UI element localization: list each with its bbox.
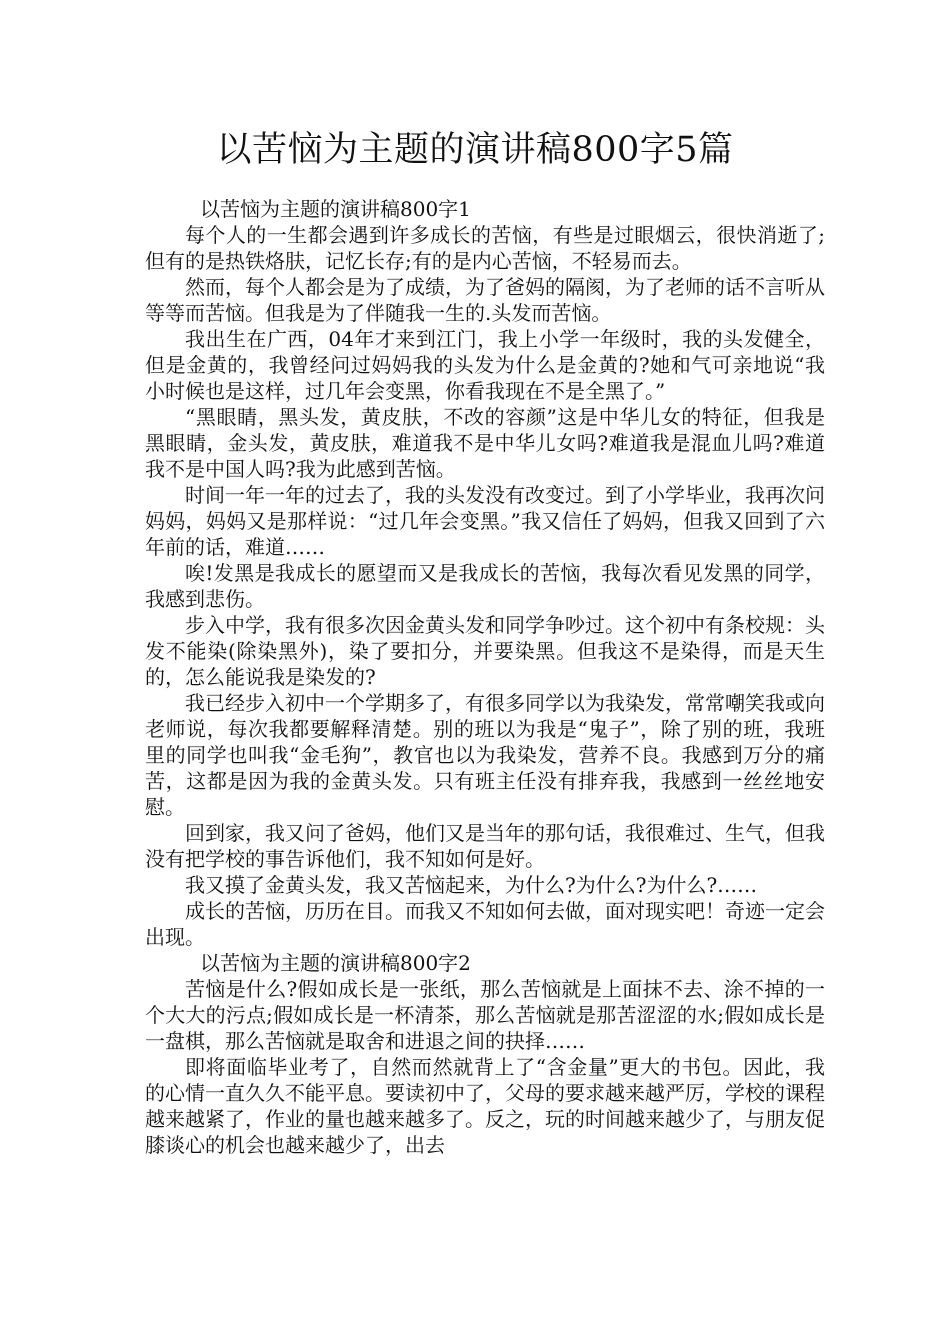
paragraph: “黑眼睛，黑头发，黄皮肤，不改的容颜”这是中华儿女的特征，但我是黑眼睛，金头发，黄皮肤，难道我不是中华儿女吗?难道我是混血儿吗?难道我不是中国人吗?我为此感到苦恼。 xyxy=(145,405,825,481)
paragraph: 苦恼是什么?假如成长是一张纸，那么苦恼就是上面抹不去、涂不掉的一个大大的污点;假如成长是一杯清茶，那么苦恼就是那苦涩涩的水;假如成长是一盘棋，那么苦恼就是取舍和进退之间的抉择…… xyxy=(145,977,825,1053)
document-title: 以苦恼为主题的演讲稿800字5篇 xyxy=(216,130,734,170)
paragraph: 然而，每个人都会是为了成绩，为了爸妈的隔阂，为了老师的话不言听从等等而苦恼。但我是为了伴随我一生的.头发而苦恼。 xyxy=(145,275,825,325)
paragraph: 我已经步入初中一个学期多了，有很多同学以为我染发，常常嘲笑我或向老师说，每次我都要解释清楚。别的班以为我是“鬼子”，除了别的班，我班里的同学也叫我“金毛狗”，教官也以为我染发，营养不良。我感到万分的痛苦，这都是因为我的金黄头发。只有班主任没有排弃我，我感到一丝丝地安慰。 xyxy=(145,691,825,819)
section-heading: 以苦恼为主题的演讲稿800字1 xyxy=(200,197,471,221)
paragraph: 唉!发黑是我成长的愿望而又是我成长的苦恼，我每次看见发黑的同学，我感到悲伤。 xyxy=(145,561,825,611)
paragraph: 回到家，我又问了爸妈，他们又是当年的那句话，我很难过、生气，但我没有把学校的事告诉他们，我不知如何是好。 xyxy=(145,821,825,871)
paragraph: 时间一年一年的过去了，我的头发没有改变过。到了小学毕业，我再次问妈妈，妈妈又是那样说：“过几年会变黑。”我又信任了妈妈，但我又回到了六年前的话，难道…… xyxy=(145,483,825,559)
section-heading: 以苦恼为主题的演讲稿800字2 xyxy=(200,951,471,975)
document-body xyxy=(145,196,825,1158)
paragraph: 我又摸了金黄头发，我又苦恼起来，为什么?为什么?为什么?…… xyxy=(185,873,758,897)
paragraph: 即将面临毕业考了，自然而然就背上了“含金量”更大的书包。因此，我的心情一直久久不能平息。要读初中了，父母的要求越来越严厉，学校的课程越来越紧了，作业的量也越来越多了。反之，玩的时间越来越少了，与朋友促膝谈心的机会也越来越少了，出去 xyxy=(145,1055,825,1157)
paragraph: 步入中学，我有很多次因金黄头发和同学争吵过。这个初中有条校规：头发不能染(除染黑外)，染了要扣分，并要染黑。但我这不是染得，而是天生的，怎么能说我是染发的? xyxy=(145,613,825,689)
paragraph: 我出生在广西，04年才来到江门，我上小学一年级时，我的头发健全，但是金黄的，我曾经问过妈妈我的头发为什么是金黄的?她和气可亲地说“我小时候也是这样，过几年会变黑，你看我现在不是全黑了。” xyxy=(145,327,825,403)
paragraph: 成长的苦恼，历历在目。而我又不知如何去做，面对现实吧！奇迹一定会出现。 xyxy=(145,899,825,949)
paragraph: 每个人的一生都会遇到许多成长的苦恼，有些是过眼烟云，很快消逝了;但有的是热铁烙肤，记忆长存;有的是内心苦恼，不轻易而去。 xyxy=(145,223,825,273)
